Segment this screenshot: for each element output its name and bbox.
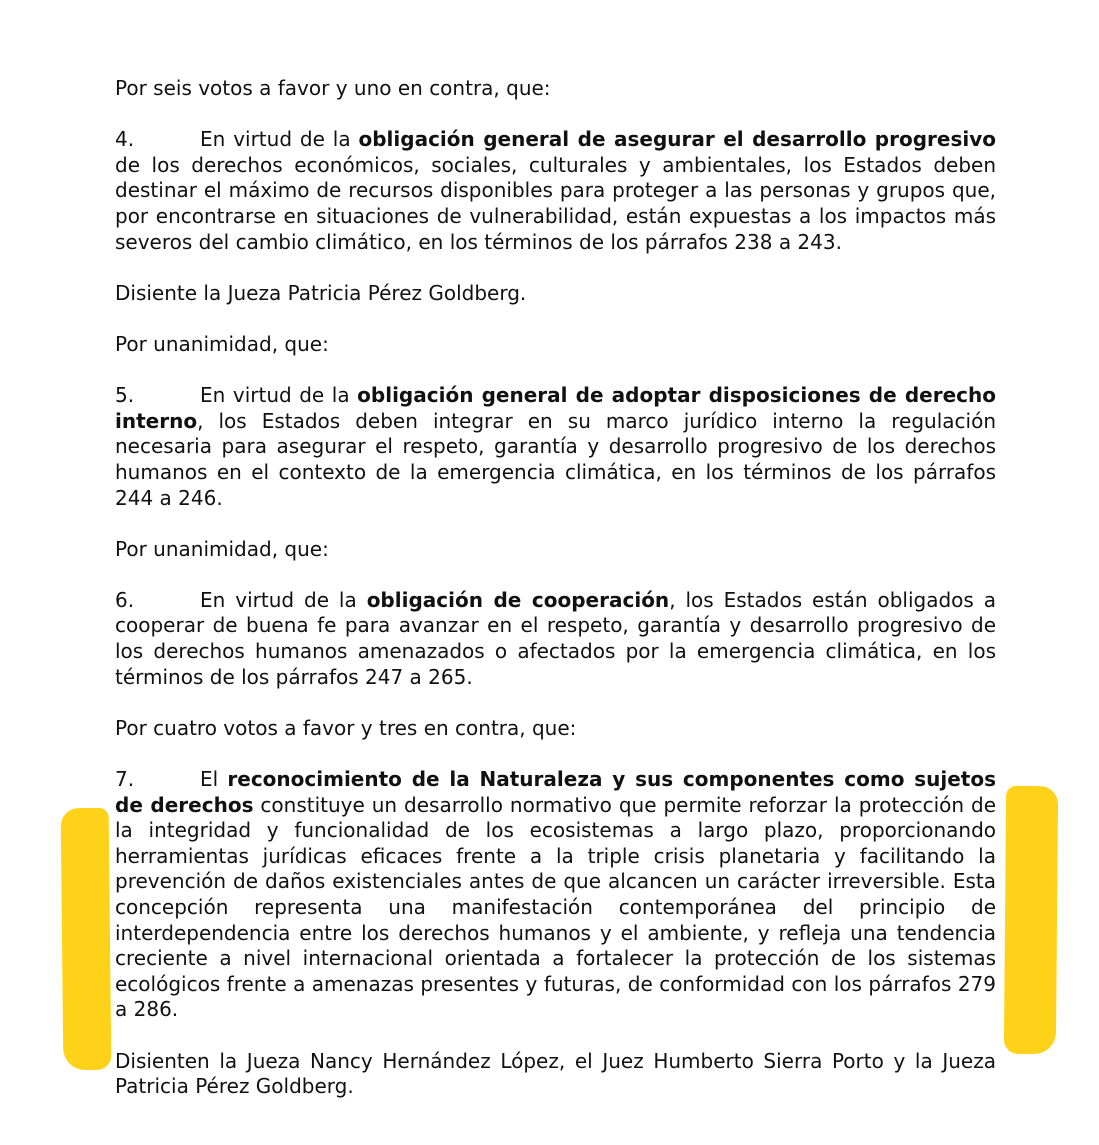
item-text-pre: En virtud de la — [200, 587, 367, 612]
vote-statement-3: Por unanimidad, que: — [115, 536, 329, 561]
dissent-statement-1: Disiente la Jueza Patricia Pérez Goldberg. — [115, 280, 527, 305]
item-text-post: constituye un desarrollo normativo que permite reforzar la protección de la integridad y funcionalidad de los ecosistemas a largo plazo, proporcionando herramientas jurídicas eficaces frente a la triple crisis planetaria y facilitando la prevención de daños existenciales antes de que alcancen un carácter irreversible. Esta concepción representa una manifestación contemporánea del principio de interdependencia entre los derechos humanos y el ambiente, y refleja una tendencia creciente a nivel internacional orientada a fortalecer la protección de los sistemas ecológicos frente a amenazas presentes y futuras, de conformidad con los párrafos 279 a 286. — [115, 792, 997, 1022]
vote-statement-1: Por seis votos a favor y uno en contra, que: — [115, 76, 551, 100]
item-text-pre: En virtud de la — [200, 383, 358, 408]
item-text-bold: obligación de cooperación — [366, 587, 670, 612]
vote-statement-2: Por unanimidad, que: — [115, 331, 329, 356]
item-number: 6. — [115, 587, 135, 612]
item-text-bold: obligación general de asegurar el desarrollo progresivo — [358, 127, 997, 152]
item-text-pre: El — [200, 767, 228, 792]
item-text-post: , los Estados están obligados a cooperar de buena fe para avanzar en el respeto, garantía y desarrollo progresivo de los derechos humanos amenazados o afectados por la emergencia climática, en los términos de los párrafos 247 a 265. — [115, 587, 997, 689]
item-text-post: de los derechos económicos, sociales, culturales y ambientales, los Estados deben destinar el máximo de recursos disponibles para proteger a las personas y grupos que, por encontrarse en situaciones de vulnerabilidad, están expuestas a los impactos más severos del cambio climático, en los términos de los párrafos 238 a 243. — [115, 152, 996, 254]
highlighter-mark-left — [61, 808, 112, 1070]
item-text-bold: reconocimiento de la Naturaleza y sus componentes como sujetos de derechos — [115, 767, 996, 817]
item-number: 4. — [115, 127, 135, 152]
vote-statement-4: Por cuatro votos a favor y tres en contra, que: — [115, 715, 577, 740]
item-text-pre: En virtud de la — [200, 127, 359, 152]
item-text-post: , los Estados deben integrar en su marco jurídico interno la regulación necesaria para asegurar el respeto, garantía y desarrollo progresivo de los derechos humanos en el contexto de la emergencia climática, en los términos de los párrafos 244 a 246. — [115, 408, 996, 510]
highlighter-mark-right — [1004, 786, 1058, 1054]
resolution-item-5 — [115, 383, 996, 511]
item-number: 5. — [115, 383, 135, 408]
item-number: 7. — [115, 767, 135, 792]
resolution-item-7 — [115, 767, 996, 1023]
dissent-statement-2: Disienten la Jueza Nancy Hernández López, el Juez Humberto Sierra Porto y la Jueza Patricia Pérez Goldberg. — [115, 1048, 996, 1099]
resolution-item-6 — [115, 588, 996, 690]
item-text-bold: obligación general de adoptar disposiciones de derecho interno — [115, 383, 996, 433]
document-body — [115, 76, 996, 1125]
resolution-item-4 — [115, 127, 996, 255]
